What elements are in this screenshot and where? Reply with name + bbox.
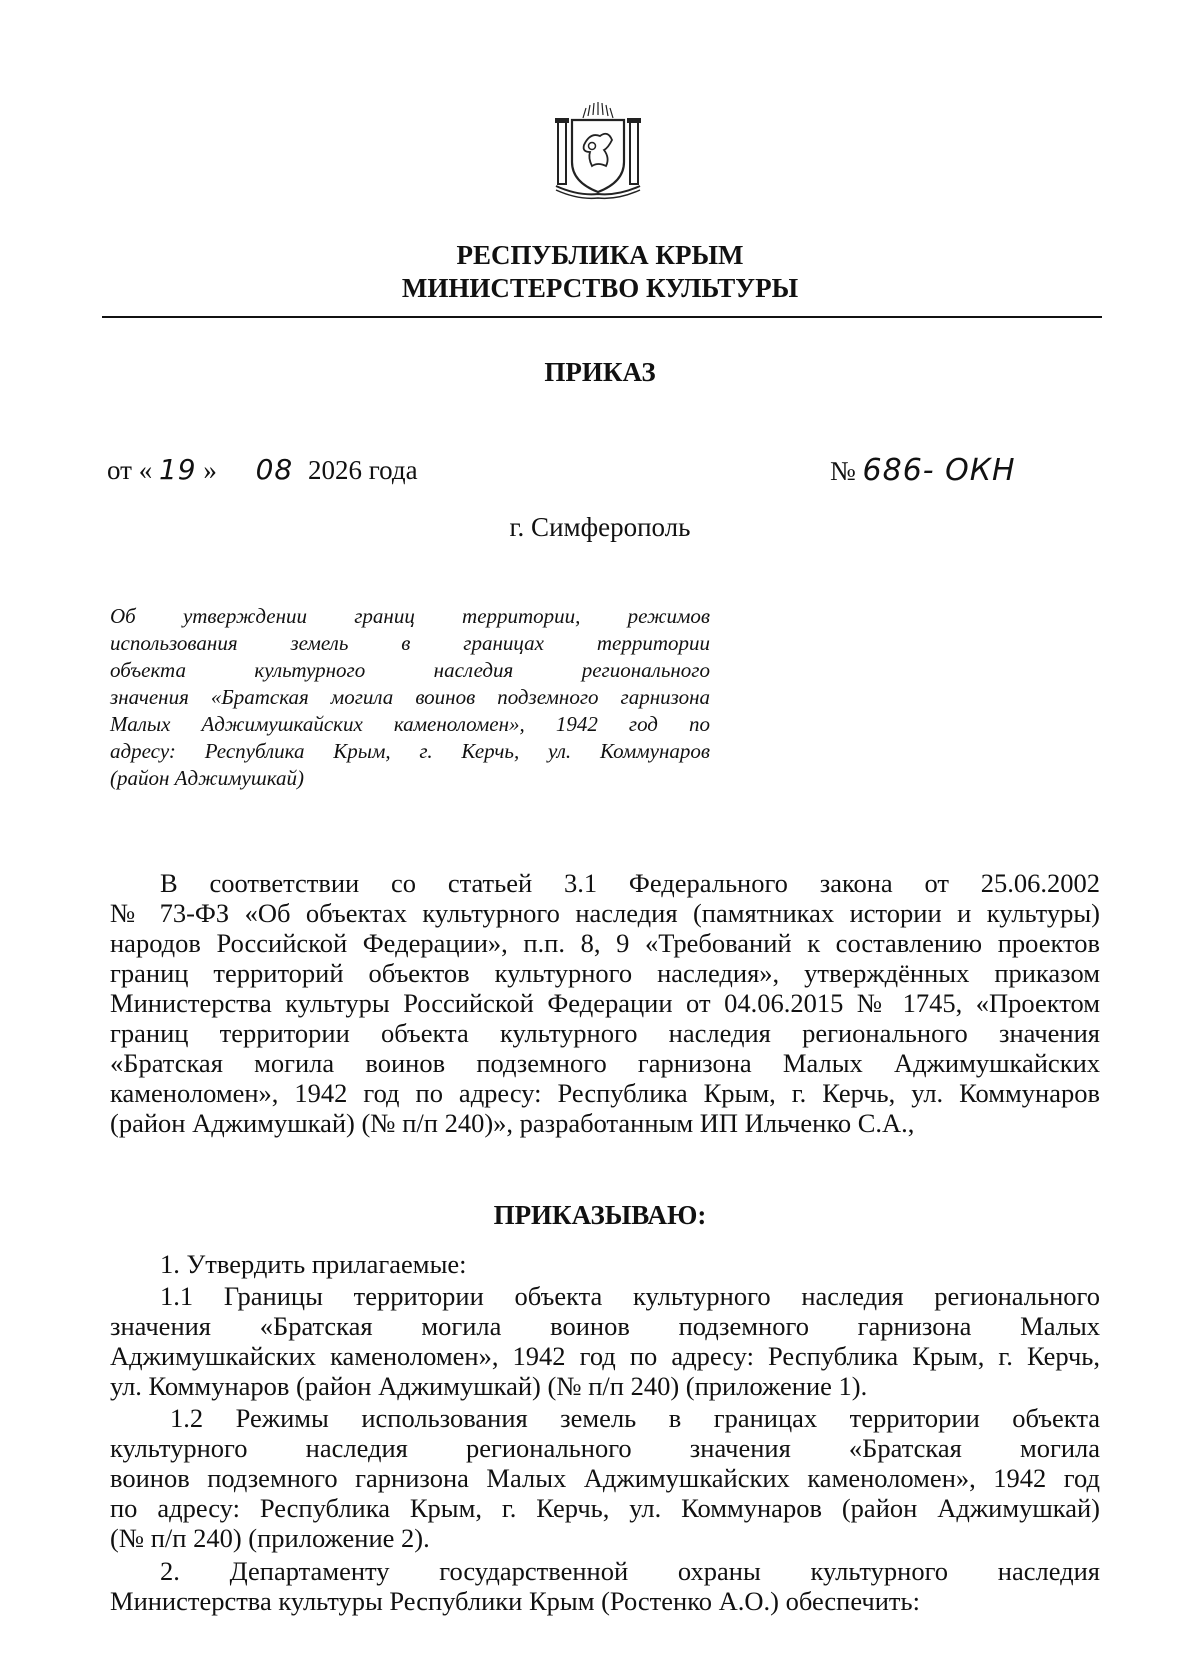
date-mid: » xyxy=(203,455,217,485)
preamble-line: народов Российской Федерации», п.п. 8, 9 «Требований к составлению проектов xyxy=(110,928,1100,958)
item-line: 2. Департаменту государственной охраны культурного наследия xyxy=(160,1556,1100,1586)
subject-line: (район Аджимушкай) xyxy=(110,766,305,790)
preamble-line: границ территорий объектов культурного наследия», утверждённых приказом xyxy=(110,958,1100,988)
preamble-line: Министерства культуры Российской Федерации от 04.06.2015 № 1745, «Проектом xyxy=(110,988,1100,1018)
item-line: 1.1 Границы территории объекта культурного наследия регионального xyxy=(160,1281,1100,1311)
subject-line: Малых Аджимушкайских каменоломен», 1942 год по xyxy=(110,712,710,736)
subject-line: объекта культурного наследия регионального xyxy=(110,658,710,682)
preamble xyxy=(110,868,1100,1138)
order-number xyxy=(830,453,1016,488)
city: г. Симферополь xyxy=(509,512,691,542)
subject-line: значения «Братская могила воинов подземного гарнизона xyxy=(110,685,710,709)
item-2 xyxy=(110,1556,1100,1616)
number-prefix: № xyxy=(830,456,856,486)
date-line xyxy=(107,453,418,486)
subject-line: адресу: Республика Крым, г. Керчь, ул. Коммунаров xyxy=(110,739,710,763)
doc-type-title: ПРИКАЗ xyxy=(544,357,656,387)
item-line: Министерства культуры Республики Крым (Ростенко А.О.) обеспечить: xyxy=(110,1586,920,1616)
item-line: значения «Братская могила воинов подземного гарнизона Малых xyxy=(110,1311,1100,1341)
coat-of-arms-icon xyxy=(548,100,648,200)
preamble-line: В соответствии со статьей 3.1 Федерального закона от 25.06.2002 xyxy=(160,868,1100,898)
preamble-line: № 73-ФЗ «Об объектах культурного наследия (памятниках истории и культуры) xyxy=(110,898,1100,928)
header-rule xyxy=(102,316,1102,318)
item-line: воинов подземного гарнизона Малых Аджимушкайских каменоломен», 1942 год xyxy=(110,1463,1100,1493)
preamble-line: границ территории объекта культурного наследия регионального значения xyxy=(110,1018,1100,1048)
item-line: по адресу: Республика Крым, г. Керчь, ул. Коммунаров (район Аджимушкай) xyxy=(110,1493,1100,1523)
item-line: 1.2 Режимы использования земель в границах территории объекта xyxy=(170,1403,1100,1433)
order-word: ПРИКАЗЫВАЮ: xyxy=(493,1200,707,1230)
subject-line: использования земель в границах территории xyxy=(110,631,710,655)
item-line: 1. Утвердить прилагаемые: xyxy=(160,1249,467,1279)
order-subject xyxy=(110,603,710,792)
date-prefix: от « xyxy=(107,455,153,485)
item-1-2 xyxy=(110,1403,1100,1553)
preamble-line: (район Аджимушкай) (№ п/п 240)», разработанным ИП Ильченко С.А., xyxy=(110,1108,915,1138)
subject-line: Об утверждении границ территории, режимов xyxy=(110,604,710,628)
item-line: культурного наследия регионального значения «Братская могила xyxy=(110,1433,1100,1463)
item-1 xyxy=(110,1249,1100,1279)
date-year: 2026 года xyxy=(307,455,418,485)
preamble-line: каменоломен», 1942 год по адресу: Республика Крым, г. Керчь, ул. Коммунаров xyxy=(110,1078,1100,1108)
republic-title: РЕСПУБЛИКА КРЫМ xyxy=(456,240,744,270)
date-month-handwritten: 08 xyxy=(255,453,294,486)
item-line: ул. Коммунаров (район Аджимушкай) (№ п/п 240) (приложение 1). xyxy=(110,1371,868,1401)
item-line: (№ п/п 240) (приложение 2). xyxy=(110,1523,430,1553)
item-1-1 xyxy=(110,1281,1100,1401)
item-line: Аджимушкайских каменоломен», 1942 год по адресу: Республика Крым, г. Керчь, xyxy=(110,1341,1100,1371)
preamble-line: «Братская могила воинов подземного гарнизона Малых Аджимушкайских xyxy=(110,1048,1100,1078)
date-day-handwritten: 19 xyxy=(158,453,197,486)
number-value-handwritten: 686- ОКН xyxy=(862,453,1016,488)
ministry-title: МИНИСТЕРСТВО КУЛЬТУРЫ xyxy=(401,273,799,303)
